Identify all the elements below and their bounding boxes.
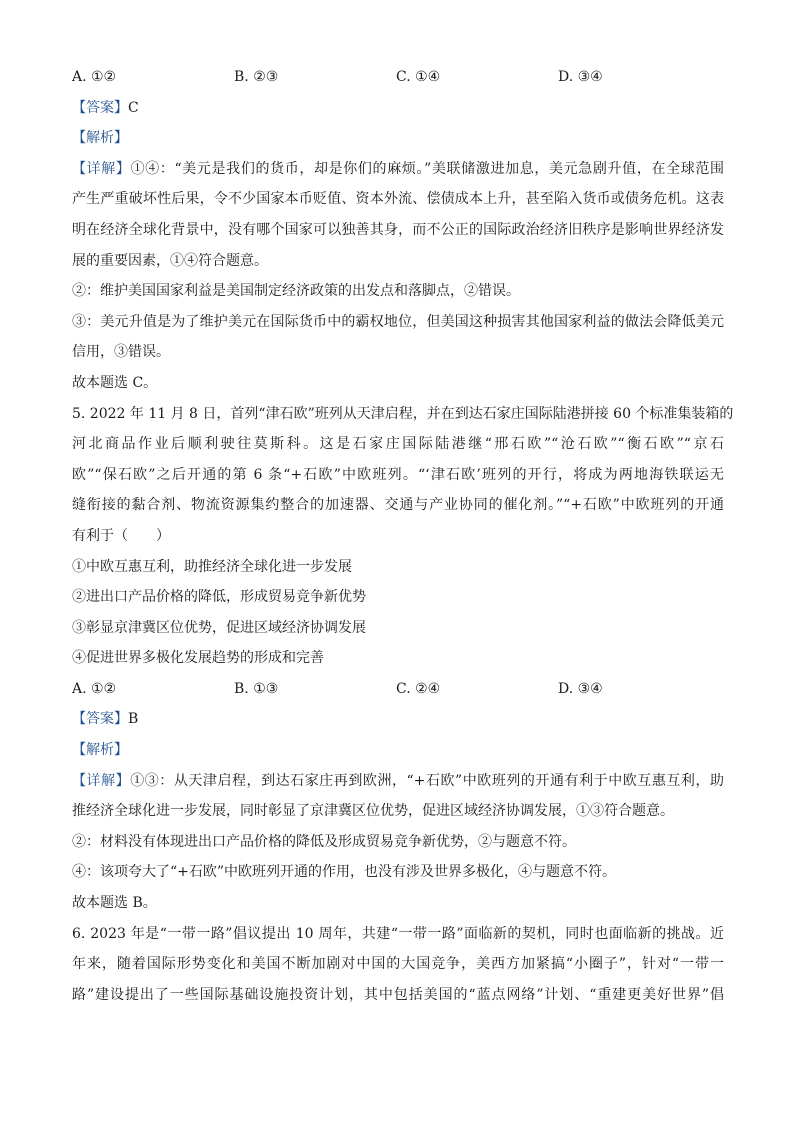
q5-option-c: C. ②④: [396, 680, 441, 697]
q5-statement: ④促进世界多极化发展趋势的形成和完善: [72, 650, 324, 667]
q5-conclusion: 故本题选 B。: [72, 895, 157, 912]
answer-label: 【答案】: [72, 711, 128, 728]
q4-option-c: C. ①④: [396, 69, 441, 85]
q4-option-a: A. ①②: [72, 69, 117, 85]
q5-analysis-label: 【解析】: [72, 742, 128, 759]
q5-detail-line: 【详解】①③：从天津启程，到达石家庄再到欧洲，“+石欧”中欧班列的开通有利于中欧互惠互利，助: [72, 772, 725, 789]
q4-detail-line: ③：美元升值是为了维护美元在国际货币中的霸权地位，但美国这种损害其他国家利益的做法会降低美元: [72, 313, 724, 330]
q4-detail-line: 明在经济全球化背景中，没有哪个国家可以独善其身，而不公正的国际政治经济旧秩序是影响世界经济发: [72, 221, 724, 238]
detail-label: 【详解】: [72, 772, 131, 789]
q5-stem-line: 欧”“保石欧”之后开通的第 6 条“+石欧”中欧班列。“‘津石欧’班列的开行，将成为两地海铁联运无: [72, 466, 724, 483]
q5-detail-line: ④：该项夸大了“+石欧”中欧班列开通的作用，也没有涉及世界多极化，④与题意不符。: [72, 864, 617, 881]
q4-conclusion: 故本题选 C。: [72, 374, 158, 391]
q5-options: [72, 674, 724, 705]
q5-detail-line: 推经济全球化进一步发展，同时彰显了京津冀区位优势，促进区域经济协调发展，①③符合题意。: [72, 803, 674, 820]
q4-detail-line: 展的重要因素，①④符合题意。: [72, 252, 268, 269]
q5-stem-line: 河北商品作业后顺利驶往莫斯科。这是石家庄国际陆港继“邢石欧”“沧石欧”“衡石欧”“京石: [72, 436, 724, 453]
document-page: [72, 62, 734, 1010]
q6-stem-line: 年来，随着国际形势变化和美国不断加剧对中国的大国竞争，美西方加紧搞“小圈子”，针对“一带一: [72, 956, 724, 973]
q6-stem-line: 6. 2023 年是“一带一路”倡议提出 10 周年，共建“一带一路”面临新的契机，同时也面临新的挑战。近: [72, 925, 724, 942]
q4-options: [72, 62, 724, 93]
answer-value: B: [128, 711, 139, 728]
q5-option-a: A. ①②: [72, 680, 117, 697]
q5-option-d: D. ③④: [558, 680, 603, 697]
q5-stem-line: 有利于（ ）: [72, 527, 170, 544]
q5-answer: [72, 704, 724, 735]
q5-stem-line: 缝衔接的黏合剂、物流资源集约整合的加速器、交通与产业协同的催化剂。”“+石欧”中欧班列的开通: [72, 497, 724, 514]
answer-value: C: [128, 99, 139, 116]
q5-stem-line: 5. 2022 年 11 月 8 日，首列“津石欧”班列从天津启程，并在到达石家庄国际陆港拼接 60 个标准集装箱的: [72, 405, 734, 422]
q4-analysis-label: 【解析】: [72, 130, 128, 147]
q4-detail-line: 【详解】①④：“美元是我们的货币，却是你们的麻烦。”美联储激进加息，美元急剧升值，在全球范围: [72, 160, 725, 177]
q5-statement: ②进出口产品价格的降低，形成贸易竞争新优势: [72, 589, 366, 606]
q4-option-d: D. ③④: [558, 69, 603, 85]
q4-detail-line: 信用，③错误。: [72, 344, 170, 361]
detail-label: 【详解】: [72, 160, 131, 177]
q4-detail-line: 产生严重破坏性后果，令不少国家本币贬值、资本外流、偿债成本上升，甚至陷入货币或债务危机。这表: [72, 191, 724, 208]
answer-label: 【答案】: [72, 99, 128, 116]
q4-detail-line: ②：维护美国国家利益是美国制定经济政策的出发点和落脚点，②错误。: [72, 283, 520, 300]
q4-answer: [72, 93, 724, 124]
q6-stem-line: 路”建设提出了一些国际基础设施投资计划，其中包括美国的“蓝点网络”计划、“重建更美好世界”倡: [72, 986, 724, 1003]
q4-option-b: B. ②③: [234, 69, 279, 85]
q5-statement: ③彰显京津冀区位优势，促进区域经济协调发展: [72, 619, 366, 636]
q5-statement: ①中欧互惠互利，助推经济全球化进一步发展: [72, 558, 352, 575]
q5-detail-line: ②：材料没有体现进出口产品价格的降低及形成贸易竞争新优势，②与题意不符。: [72, 833, 576, 850]
q5-option-b: B. ①③: [234, 680, 279, 697]
